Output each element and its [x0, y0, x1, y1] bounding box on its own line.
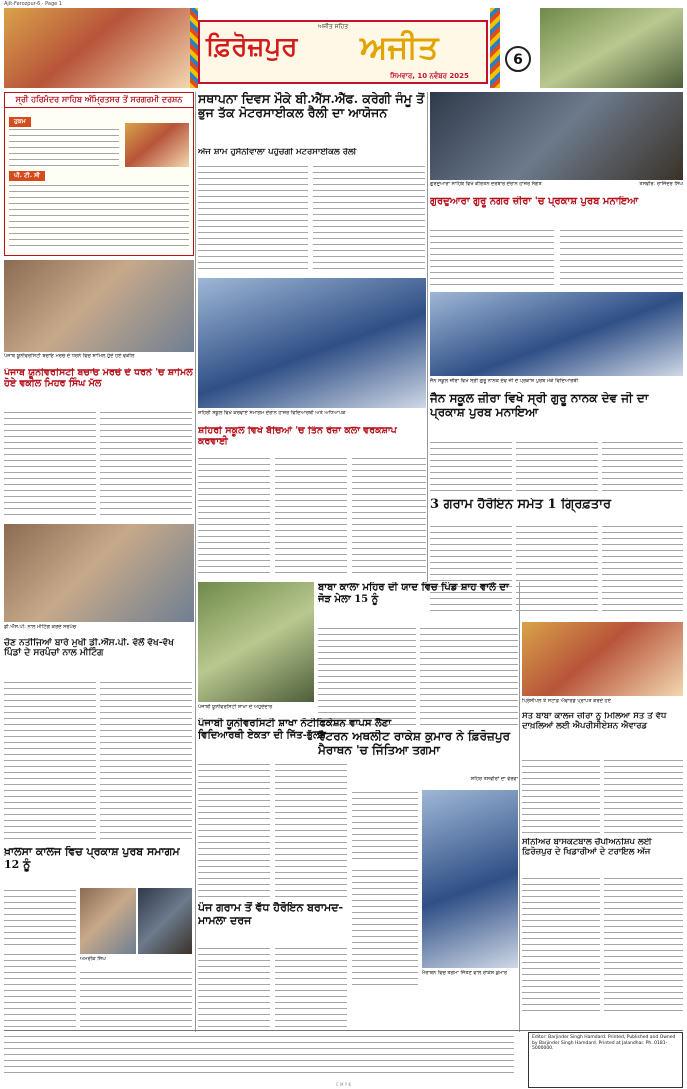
basketball-column-2 [604, 876, 683, 1016]
hukam-label: ਹੁਕਮ [9, 117, 31, 127]
school-headline: ਸ਼ਹਿਰੀ ਸਕੂਲ ਵਿਖੇ ਬੱਚਿਆਂ 'ਚ ਤਿੰਨ ਰੋਜ਼ਾ ਕਲਾ ਵਰਕਸ਼ਾਪ ਕਰਵਾਈ [198, 426, 397, 447]
lead-subhead: ਅੱਜ ਸ਼ਾਮ ਹੁਸੈਨੀਵਾਲਾ ਪਹੁੰਚੇਗੀ ਮੋਟਰਸਾਈਕਲ ਰੈਲੀ [198, 148, 357, 157]
college-column-2 [604, 758, 683, 834]
masthead-tagline: ਅਜੀਤ ਸਹਿਤ [318, 23, 349, 30]
three-men-photo [198, 582, 314, 702]
left-photo-caption: ਪੰਜਾਬ ਯੂਨੀਵਰਸਿਟੀ ਬਚਾਓ ਮੋਰਚੇ ਦੇ ਧਰਨੇ ਵਿਚ ਸ਼ਾਮਿਲ ਹੁੰਦੇ ਹੋਏ ਵਕੀਲ [4, 353, 135, 359]
school-column-2 [275, 456, 347, 576]
golden-temple-photo [125, 123, 189, 167]
college-headline: ਸੰਤ ਬਾਬਾ ਕਾਲਜ ਜ਼ੀਰਾ ਨੂੰ ਮਿਲਿਆ ਸੰਤ ਤੋਂ ਵੱਧ ਦਾਖ਼ਲਿਆਂ ਲਈ ਐਪਰੀਸੀਏਸ਼ਨ ਐਵਾਰਡ [522, 712, 667, 731]
basketball-headline: ਸੀਨੀਅਰ ਬਾਸਕਟਬਾਲ ਚੈਂਪੀਅਨਸ਼ਿਪ ਲਈ ਫ਼ਿਰੋਜ਼ਪੁਰ ਦੇ ਖਿਡਾਰੀਆਂ ਦੇ ਟਰਾਇਲ ਅੱਜ [522, 838, 652, 857]
jain-column-3 [602, 440, 683, 496]
pu-headline: ਪੰਜਾਬ ਯੂਨੀਵਰਸਿਟੀ ਬਚਾਓ ਮੋਰਚੇ ਦੇ ਧਰਨੇ 'ਚ ਸ਼ਾਮਿਲ ਹੋਏ ਵਕੀਲ ਮਿਹਰ ਸਿੰਘ ਮੱਲ [4, 368, 193, 389]
portrait-caption: ਅਮਰੀਕ ਸਿੰਘ [80, 956, 106, 962]
pu-column-1 [4, 410, 96, 520]
top-strip: Ajit-Ferozpur-6 · Page 1 [4, 1, 62, 7]
three-men-caption: ਪੰਜਾਬੀ ਯੂਨੀਵਰਸਿਟੀ ਸ਼ਾਖਾ ਦੇ ਅਹੁਦੇਦਾਰ [198, 704, 273, 710]
heroin-column-3 [602, 524, 683, 616]
lead-column-1 [198, 164, 308, 274]
dsp-column-2 [100, 680, 192, 840]
heroin2-headline: ਪੰਜ ਗਰਾਮ ਤੋਂ ਵੱਧ ਹੈਰੋਇਨ ਬਰਾਮਦ-ਮਾਮਲਾ ਦਰਜ [198, 902, 344, 927]
masthead [0, 8, 687, 88]
heroin-column-2 [516, 524, 598, 616]
column-divider-1 [195, 92, 196, 1032]
khalsa-column-1 [4, 888, 76, 948]
heroin2-column-2 [275, 946, 347, 1028]
masthead-pattern-left [190, 8, 198, 88]
college-column-1 [522, 758, 600, 834]
hukam-text [9, 127, 119, 167]
award-photo [522, 622, 683, 696]
portrait-photo-2 [138, 888, 192, 954]
veteran-column-2 [352, 868, 418, 988]
gurdwara-column-2 [560, 228, 683, 288]
right-top-caption: ਗੁਰਦੁਆਰਾ ਸਾਹਿਬ ਵਿਖੇ ਕੀਰਤਨ ਦਰਬਾਰ ਦੌਰਾਨ ਹਾਜ਼ਰ ਸੰਗਤ [430, 181, 542, 187]
column-divider-3 [519, 582, 520, 1032]
baba-column-1 [318, 626, 416, 726]
gurdwara-column-1 [430, 228, 554, 288]
runner-caption: ਮੈਰਾਥਨ ਵਿਚ ਤਗਮਾ ਜਿੱਤਣ ਵਾਲੇ ਰਾਕੇਸ਼ ਕੁਮਾਰ [422, 970, 507, 976]
pbi-column-2 [275, 762, 347, 898]
dsp-headline: ਚੋਣ ਨਤੀਜਿਆਂ ਬਾਰੇ ਮੁਖੀ ਡੀ.ਐੱਸ.ਪੀ. ਵੱਲੋਂ ਵੱਖ-ਵੱਖ ਪਿੰਡਾਂ ਦੇ ਸਰਪੰਚਾਂ ਨਾਲ ਮੀਟਿੰਗ [4, 638, 174, 659]
ptc-label: ਪੀ. ਟੀ. ਸੀ [9, 171, 45, 181]
masthead-title [198, 20, 488, 84]
meeting-caption: ਡੀ.ਐੱਸ.ਪੀ. ਨਾਲ ਮੀਟਿੰਗ ਕਰਦੇ ਸਰਪੰਚ [4, 624, 77, 630]
pbi-column-1 [198, 762, 270, 898]
masthead-temple-photo [4, 8, 190, 88]
veteran-kicker: ਸ਼ਹਿਰ ਤਸਵੀਰਾਂ ਦਾ ਵੇਰਵਾ [470, 776, 518, 782]
masthead-pattern-right [490, 8, 500, 88]
bottom-rule [4, 1030, 683, 1031]
baba-column-2 [420, 626, 518, 726]
heroin2-column-1 [198, 946, 270, 1028]
lead-column-2 [313, 164, 425, 274]
basketball-column-1 [522, 876, 600, 1016]
scouts-caption: ਜੈਨ ਸਕੂਲ ਜ਼ੀਰਾ ਵਿਖੇ ਸ੍ਰੀ ਗੁਰੂ ਨਾਨਕ ਦੇਵ ਜੀ ਦੇ ਪ੍ਰਕਾਸ਼ ਪੁਰਬ ਮੌਕੇ ਵਿਦਿਆਰਥੀ [430, 378, 579, 384]
dsp-column-1 [4, 680, 96, 840]
info-box [4, 92, 194, 256]
portrait-photo-1 [80, 888, 136, 954]
lead-headline: ਸਥਾਪਨਾ ਦਿਵਸ ਮੌਕੇ ਬੀ.ਐੱਸ.ਐੱਫ. ਕਰੇਗੀ ਜੰਮੂ ਤੋਂ ਭੁਜ ਤੱਕ ਮੋਟਰਸਾਈਕਲ ਰੈਲੀ ਦਾ ਆਯੋਜਨ [198, 92, 425, 121]
baba-headline: ਬਾਬਾ ਕਾਲਾ ਮਹਿਰ ਦੀ ਯਾਦ ਵਿਚ ਪਿੰਡ ਸ਼ਾਹ ਵਾਲੇ ਦਾ ਜੋੜ ਮੇਲਾ 15 ਨੂੰ [318, 582, 509, 605]
masthead-city: ਫ਼ਿਰੋਜ਼ਪੁਰ [206, 32, 298, 62]
info-box-title: ਸ੍ਰੀ ਹਰਿਮੰਦਰ ਸਾਹਿਬ ਅੰਮ੍ਰਿਤਸਰ ਤੋਂ ਸਰਗਰਮੀ ਦਰਸ਼ਨ [5, 93, 193, 108]
meeting-photo [4, 524, 194, 622]
info-box-text [9, 183, 189, 251]
khalsa-column-3 [80, 970, 192, 1028]
jain-headline: ਜੈਨ ਸਕੂਲ ਜ਼ੀਰਾ ਵਿਖੇ ਸ੍ਰੀ ਗੁਰੂ ਨਾਨਕ ਦੇਵ ਜੀ ਦਾ ਪ੍ਰਕਾਸ਼ ਪੁਰਬ ਮਨਾਇਆ [430, 392, 649, 419]
school-column-3 [352, 456, 426, 576]
jain-column-2 [516, 440, 598, 496]
runner-photo [422, 790, 518, 968]
footer-text [4, 1034, 514, 1078]
khalsa-headline: ਖ਼ਾਲਸਾ ਕਾਲਜ ਵਿਚ ਪ੍ਰਕਾਸ਼ ਪੁਰਬ ਸਮਾਗਮ 12 ਨੂੰ [4, 846, 180, 871]
school-column-1 [198, 456, 270, 576]
masthead-ajit: ਅਜੀਤ [360, 28, 439, 66]
scouts-photo [430, 292, 683, 376]
page-number: 6 [505, 46, 531, 72]
masthead-date: ਸਿਮਵਾਰ, 10 ਨਵੰਬਰ 2025 [390, 72, 469, 80]
pbi-uni-headline: ਪੰਜਾਬੀ ਯੂਨੀਵਰਸਿਟੀ ਸ਼ਾਖਾ ਨੋਟੀਫਿਕੇਸ਼ਨ ਵਾਪਸ ਲੈਣਾ ਵਿਦਿਆਰਥੀ ਏਕਤਾ ਦੀ ਜਿੱਤ-ਭੁੱਲਰ [198, 718, 392, 741]
left-event-photo [4, 260, 194, 352]
jain-column-1 [430, 440, 512, 496]
heroin-headline: 3 ਗਰਾਮ ਹੈਰੋਇਨ ਸਮੇਤ 1 ਗ੍ਰਿਫ਼ਤਾਰ [430, 498, 612, 512]
veteran-headline: ਵੈਟਰਨ ਅਥਲੀਟ ਰਾਕੇਸ਼ ਕੁਮਾਰ ਨੇ ਫ਼ਿਰੋਜ਼ਪੁਰ ਮੈਰਾਥਨ 'ਚ ਜਿੱਤਿਆ ਤਗਮਾ [318, 730, 511, 757]
imprint-box: Editor: Barjinder Singh Hamdard. Printed, Published and Owned by Barjinder Singh Hamdard. Printed at Jalandhar. Ph. 0181-5000000. [528, 1032, 683, 1088]
award-caption: ਪ੍ਰਿੰਸੀਪਲ ਤੇ ਸਟਾਫ਼ ਐਵਾਰਡ ਪ੍ਰਾਪਤ ਕਰਦੇ ਹੋਏ [522, 698, 611, 704]
school-group-photo [198, 278, 426, 408]
bottom-strip: C M Y K [335, 1082, 352, 1087]
group-caption: ਸ਼ਹਿਰੀ ਸਕੂਲ ਵਿਖੇ ਕਰਵਾਏ ਸਮਾਗਮ ਦੌਰਾਨ ਹਾਜ਼ਰ ਵਿਦਿਆਰਥੀ ਅਤੇ ਅਧਿਆਪਕ [198, 410, 346, 416]
right-top-photo [430, 92, 683, 180]
pu-column-2 [100, 410, 192, 520]
gurdwara-headline: ਗੁਰਦੁਆਰਾ ਗੁਰੂ ਨਗਰ ਜ਼ੀਰਾ 'ਚ ਪ੍ਰਕਾਸ਼ ਪੁਰਬ ਮਨਾਇਆ [430, 196, 639, 207]
masthead-monument-photo [540, 8, 683, 88]
right-top-credit: ਤਸਵੀਰ: ਰਾਜਿੰਦਰ ਸਿੰਘ [639, 181, 683, 187]
column-divider-2 [427, 92, 428, 582]
khalsa-column-2 [4, 952, 76, 1028]
veteran-column-1 [352, 790, 418, 864]
